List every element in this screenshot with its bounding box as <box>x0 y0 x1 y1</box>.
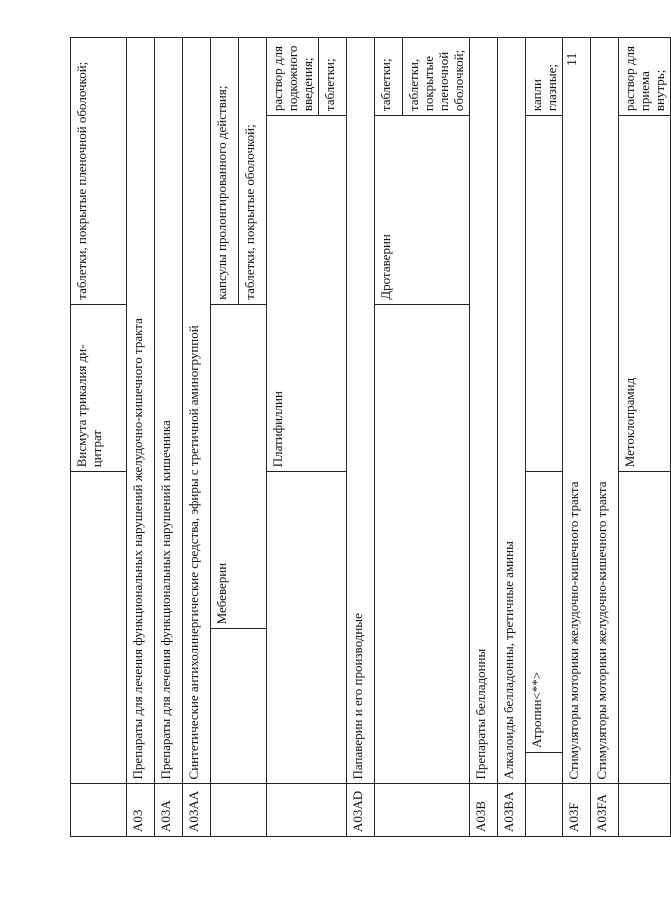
dosage-form-cell: таблетки; <box>319 38 347 116</box>
code-cell: A03A <box>155 784 183 837</box>
drug-name-cell: Дротаверин <box>375 116 470 305</box>
dosage-form-cell: капсулы пролонгированного действия; <box>211 38 239 305</box>
code-cell <box>71 784 127 837</box>
table-row <box>71 38 127 837</box>
blank-cell <box>526 116 563 472</box>
table-row <box>155 38 183 837</box>
code-cell: A03FA <box>591 784 619 837</box>
drug-name-cell: Висмута трикалия ди-цитрат <box>71 304 127 472</box>
code-cell <box>619 784 671 837</box>
table-row <box>498 38 526 837</box>
table-row <box>267 38 319 837</box>
table-row <box>183 38 211 837</box>
blank-cell <box>211 629 267 784</box>
dosage-form-cell: раствор для подкожного введения; <box>267 38 319 116</box>
group-cell: Препараты белладонны <box>470 38 498 784</box>
table-row <box>347 38 375 837</box>
table-row <box>526 38 563 837</box>
group-cell: Папаверин и его производные <box>347 38 375 784</box>
dosage-form-cell: таблетки, покрытые пленочной оболочкой; <box>71 38 127 305</box>
code-cell: A03AD <box>347 784 375 837</box>
blank-cell <box>526 753 563 784</box>
code-cell <box>211 784 267 837</box>
group-cell: Алкалоиды белладонны, третичные амины <box>498 38 526 784</box>
table-row <box>375 38 403 837</box>
drug-name-cell: Атропин<**> <box>526 472 563 753</box>
group-cell: Препараты для лечения функциональных нарушений желудочно-кишечного тракта <box>127 38 155 784</box>
dosage-form-cell: таблетки, покрытые пленочной оболочкой; <box>403 38 470 116</box>
code-cell: A03F <box>563 784 591 837</box>
group-cell: Стимуляторы моторики желудочно-кишечного тракта <box>591 38 619 784</box>
dosage-form-cell: раствор для приема внутрь; <box>619 38 671 116</box>
dosage-form-cell: таблетки, покрытые оболочкой; <box>239 38 267 305</box>
blank-cell <box>71 472 127 784</box>
code-cell: A03B <box>470 784 498 837</box>
code-cell: A03 <box>127 784 155 837</box>
blank-cell <box>375 304 470 784</box>
code-cell <box>267 784 347 837</box>
table-row <box>591 38 619 837</box>
table-row <box>563 38 591 837</box>
drug-name-cell: Платифиллин <box>267 116 347 472</box>
code-cell: A03BA <box>498 784 526 837</box>
blank-cell <box>619 472 671 784</box>
table-row <box>211 38 239 837</box>
group-cell: Стимуляторы моторики желудочно-кишечного тракта <box>563 38 591 784</box>
table-row <box>127 38 155 837</box>
page-number: 11 <box>565 52 580 66</box>
dosage-form-cell: капли глазные; <box>526 38 563 116</box>
code-cell: A03AA <box>183 784 211 837</box>
drug-table <box>70 37 671 837</box>
table-row <box>470 38 498 837</box>
table-row <box>619 38 671 837</box>
group-cell: Препараты для лечения функциональных нарушений кишечника <box>155 38 183 784</box>
dosage-form-cell: таблетки; <box>375 38 403 116</box>
group-cell: Синтетические антихолинергические средства, эфиры с третичной аминогруппой <box>183 38 211 784</box>
blank-cell <box>267 472 347 784</box>
drug-name-cell: Мебеверин <box>211 304 267 629</box>
drug-name-cell: Метоклопрамид <box>619 116 671 472</box>
code-cell <box>375 784 470 837</box>
code-cell <box>526 784 563 837</box>
